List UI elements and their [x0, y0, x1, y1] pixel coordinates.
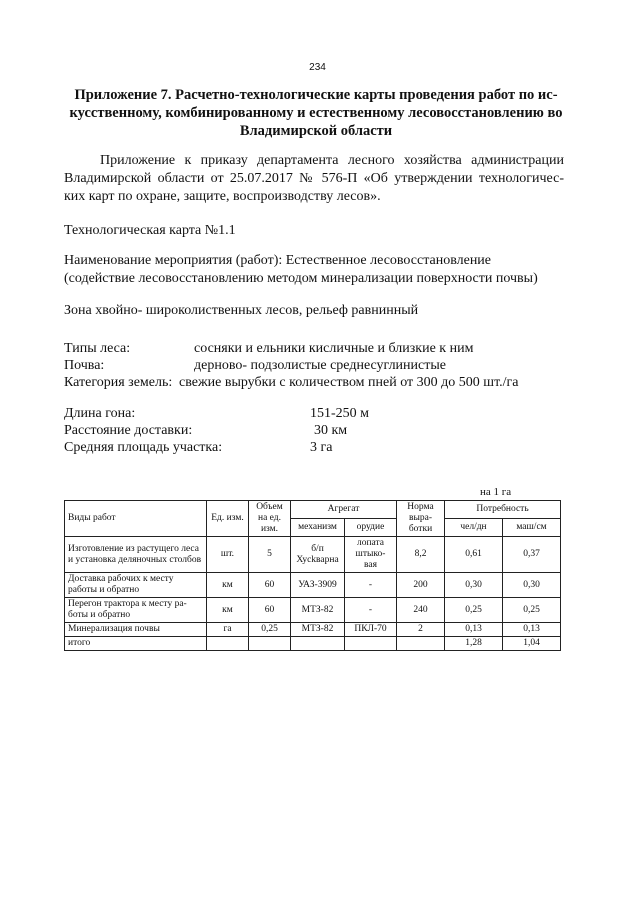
param-value: 3 га: [310, 440, 333, 455]
param-value: 151-250 м: [310, 406, 370, 421]
cell-unit: шт.: [207, 537, 249, 573]
site-row: [64, 357, 584, 374]
table-row: [65, 623, 561, 637]
cell-work: Минерализация почвы: [65, 623, 207, 637]
cell-norm: 8,2: [397, 537, 445, 573]
title-line: Приложение 7. Расчетно-технологические карты проведения работ по ис-: [74, 87, 558, 103]
site-label: Почва:: [64, 358, 105, 373]
work-parameters: [64, 405, 464, 456]
site-row: [64, 374, 584, 391]
cell-total-label: итого: [65, 637, 207, 651]
header-aggregate: Агрегат: [291, 501, 397, 519]
cell-norm: 200: [397, 573, 445, 598]
cell-volume: 60: [249, 598, 291, 623]
cell-unit: га: [207, 623, 249, 637]
cell-mechanism: б/п Хусkварна: [291, 537, 345, 573]
activity-line: (содействие лесовосстановлению методом минерализации поверхности почвы): [64, 271, 538, 286]
cell-man-days: 0,61: [445, 537, 503, 573]
param-label: Расстояние доставки:: [64, 423, 193, 438]
intro-line: Приложение к приказу департамента лесного хозяйства администрации: [100, 153, 564, 168]
intro-paragraph: [64, 152, 564, 206]
cell-empty: [207, 637, 249, 651]
cell-man-days: 0,30: [445, 573, 503, 598]
title-line: кусственному, комбинированному и естественному лесовосстановлению во: [69, 105, 563, 121]
cell-man-days: 0,13: [445, 623, 503, 637]
header-tool: орудие: [345, 519, 397, 537]
header-man-days: чел/дн: [445, 519, 503, 537]
site-label: Категория земель:: [64, 375, 173, 390]
header-machine-shifts: маш/см: [503, 519, 561, 537]
cell-work: Доставка рабочих к месту работы и обратно: [65, 573, 207, 598]
cell-volume: 5: [249, 537, 291, 573]
cell-empty: [345, 637, 397, 651]
cell-tool: -: [345, 573, 397, 598]
cell-tool: ПКЛ-70: [345, 623, 397, 637]
page-number: 234: [309, 62, 326, 73]
cell-tool: -: [345, 598, 397, 623]
card-label: Технологическая карта №1.1: [64, 223, 236, 238]
cell-mechanism: МТЗ-82: [291, 598, 345, 623]
intro-line: ких карт по охране, защите, воспроизводству лесов».: [64, 189, 381, 204]
param-row: [64, 422, 464, 439]
table-row: [65, 537, 561, 573]
activity-line: Наименование мероприятия (работ): Естественное лесовосстановление: [64, 253, 492, 268]
cell-unit: км: [207, 573, 249, 598]
activity-name: [64, 252, 584, 288]
site-value: дерново- подзолистые среднесуглинистые: [194, 358, 446, 373]
table-total-row: [65, 637, 561, 651]
cell-tool: лопата штыко- вая: [345, 537, 397, 573]
param-label: Средняя площадь участка:: [64, 440, 223, 455]
table-row: [65, 573, 561, 598]
cell-mechanism: МТЗ-82: [291, 623, 345, 637]
tech-card-table: [64, 500, 561, 651]
document-title: [66, 86, 566, 140]
cell-man-days: 0,25: [445, 598, 503, 623]
header-norm: Норма выра- ботки: [397, 501, 445, 537]
site-conditions: [64, 340, 584, 391]
cell-empty: [397, 637, 445, 651]
cell-machine-shifts: 0,13: [503, 623, 561, 637]
header-need: Потребность: [445, 501, 561, 519]
param-value: 30 км: [314, 423, 348, 438]
unit-note: на 1 га: [480, 486, 512, 498]
site-row: [64, 340, 584, 357]
cell-machine-shifts: 0,25: [503, 598, 561, 623]
cell-total-man-days: 1,28: [445, 637, 503, 651]
cell-machine-shifts: 0,30: [503, 573, 561, 598]
site-value: свежие вырубки с количеством пней от 300 до 500 шт./га: [179, 375, 519, 390]
cell-empty: [249, 637, 291, 651]
cell-norm: 2: [397, 623, 445, 637]
cell-volume: 60: [249, 573, 291, 598]
cell-norm: 240: [397, 598, 445, 623]
cell-unit: км: [207, 598, 249, 623]
cell-volume: 0,25: [249, 623, 291, 637]
cell-work: Перегон трактора к месту ра- боты и обратно: [65, 598, 207, 623]
cell-mechanism: УАЗ-3909: [291, 573, 345, 598]
cell-machine-shifts: 0,37: [503, 537, 561, 573]
zone-line: Зона хвойно- широколиственных лесов, рельеф равнинный: [64, 303, 419, 318]
param-row: [64, 439, 464, 456]
param-row: [64, 405, 464, 422]
cell-work: Изготовление из растущего леса и установка деляночных столбов: [65, 537, 207, 573]
header-mechanism: механизм: [291, 519, 345, 537]
site-label: Типы леса:: [64, 341, 131, 356]
cell-total-machine-shifts: 1,04: [503, 637, 561, 651]
intro-line: Владимирской области от 25.07.2017 № 576-П «Об утверждении технологичес-: [64, 171, 564, 186]
cell-empty: [291, 637, 345, 651]
header-unit: Ед. изм.: [207, 501, 249, 537]
table-row: [65, 598, 561, 623]
title-line: Владимирской области: [239, 123, 393, 139]
header-volume: Объем на ед. изм.: [249, 501, 291, 537]
site-value: сосняки и ельники кисличные и близкие к ним: [194, 341, 474, 356]
header-work: Виды работ: [65, 501, 207, 537]
param-label: Длина гона:: [64, 406, 136, 421]
